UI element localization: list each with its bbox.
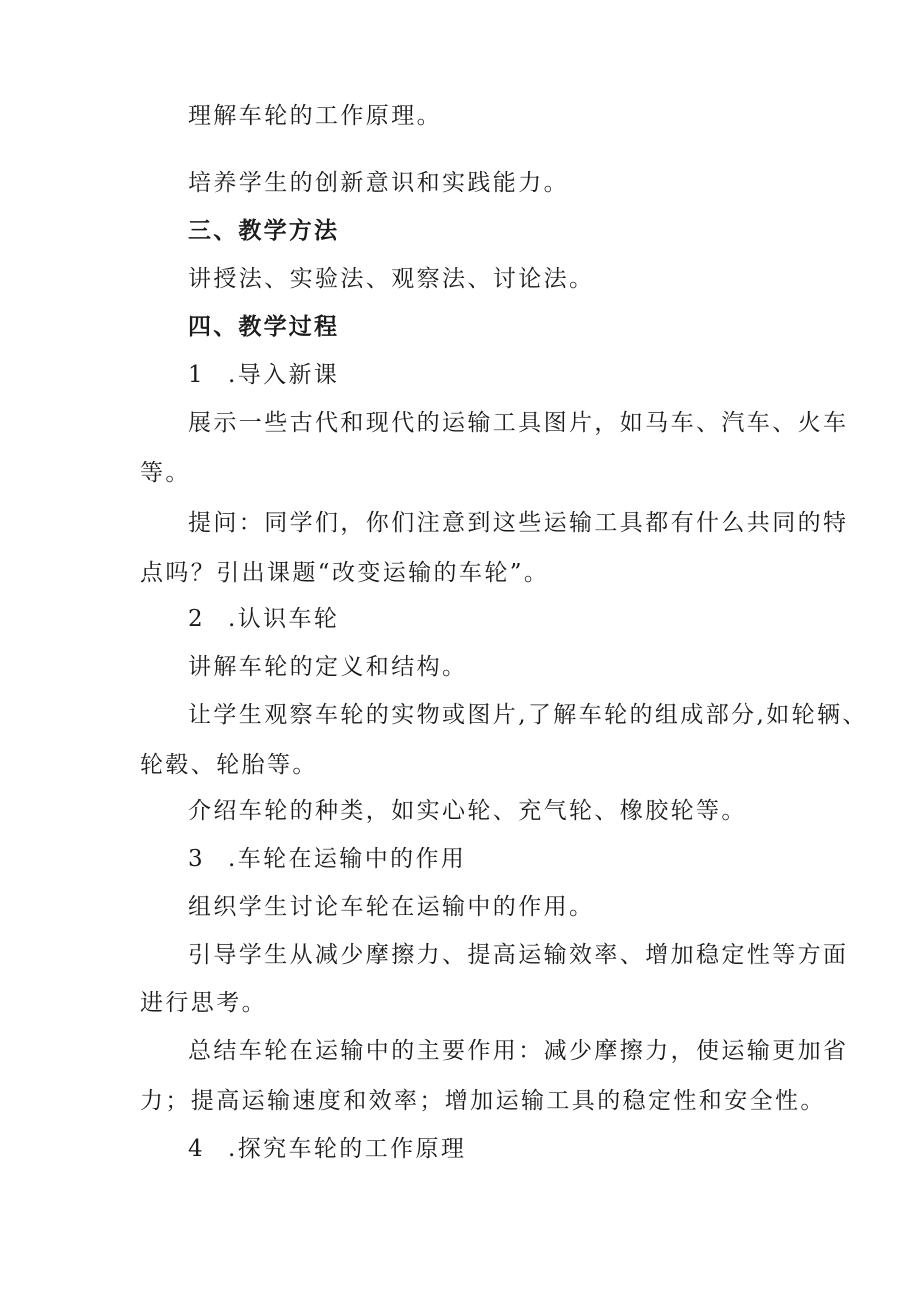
paragraph-question-line-1: 提问：同学们，你们注意到这些运输工具都有什么共同的特 — [188, 510, 849, 536]
step-4-title: .探究车轮的工作原理 — [228, 1136, 467, 1162]
step-2-title: .认识车轮 — [228, 606, 340, 632]
step-4-heading — [188, 1134, 466, 1164]
step-1-heading — [188, 360, 339, 390]
heading-teaching-process: 四、教学过程 — [188, 314, 340, 340]
paragraph-methods-list: 讲授法、实验法、观察法、讨论法。 — [188, 266, 595, 292]
paragraph-summary-line-2: 力；提高运输速度和效率；增加运输工具的稳定性和安全性。 — [140, 1088, 826, 1114]
paragraph-cultivate-innovation: 培养学生的创新意识和实践能力。 — [188, 170, 569, 196]
step-4-number: 4 — [188, 1136, 206, 1162]
step-3-title: .车轮在运输中的作用 — [228, 846, 467, 872]
heading-teaching-methods: 三、教学方法 — [188, 218, 340, 244]
step-1-title: .导入新课 — [228, 362, 340, 388]
paragraph-question-line-2: 点吗？引出课题“改变运输的车轮”。 — [140, 560, 550, 586]
paragraph-understand-principle: 理解车轮的工作原理。 — [188, 103, 442, 129]
paragraph-observe-wheel-line-2: 轮毂、轮胎等。 — [140, 752, 318, 778]
step-3-heading — [188, 844, 466, 874]
paragraph-discuss-role: 组织学生讨论车轮在运输中的作用。 — [188, 894, 595, 920]
paragraph-summary-line-1: 总结车轮在运输中的主要作用：减少摩擦力，使运输更加省 — [188, 1038, 849, 1064]
paragraph-show-vehicles-line-2: 等。 — [140, 460, 191, 486]
paragraph-observe-wheel-line-1: 让学生观察车轮的实物或图片,了解车轮的组成部分,如轮辆、 — [188, 702, 868, 728]
paragraph-guide-thinking-line-2: 进行思考。 — [140, 990, 267, 1016]
paragraph-show-vehicles-line-1: 展示一些古代和现代的运输工具图片，如马车、汽车、火车 — [188, 410, 849, 436]
step-1-number: 1 — [188, 362, 206, 388]
paragraph-guide-thinking-line-1: 引导学生从减少摩擦力、提高运输效率、增加稳定性等方面 — [188, 942, 849, 968]
step-3-number: 3 — [188, 846, 206, 872]
step-2-heading — [188, 604, 339, 634]
paragraph-wheel-types: 介绍车轮的种类，如实心轮、充气轮、橡胶轮等。 — [188, 798, 747, 824]
paragraph-explain-structure: 讲解车轮的定义和结构。 — [188, 654, 468, 680]
step-2-number: 2 — [188, 606, 206, 632]
